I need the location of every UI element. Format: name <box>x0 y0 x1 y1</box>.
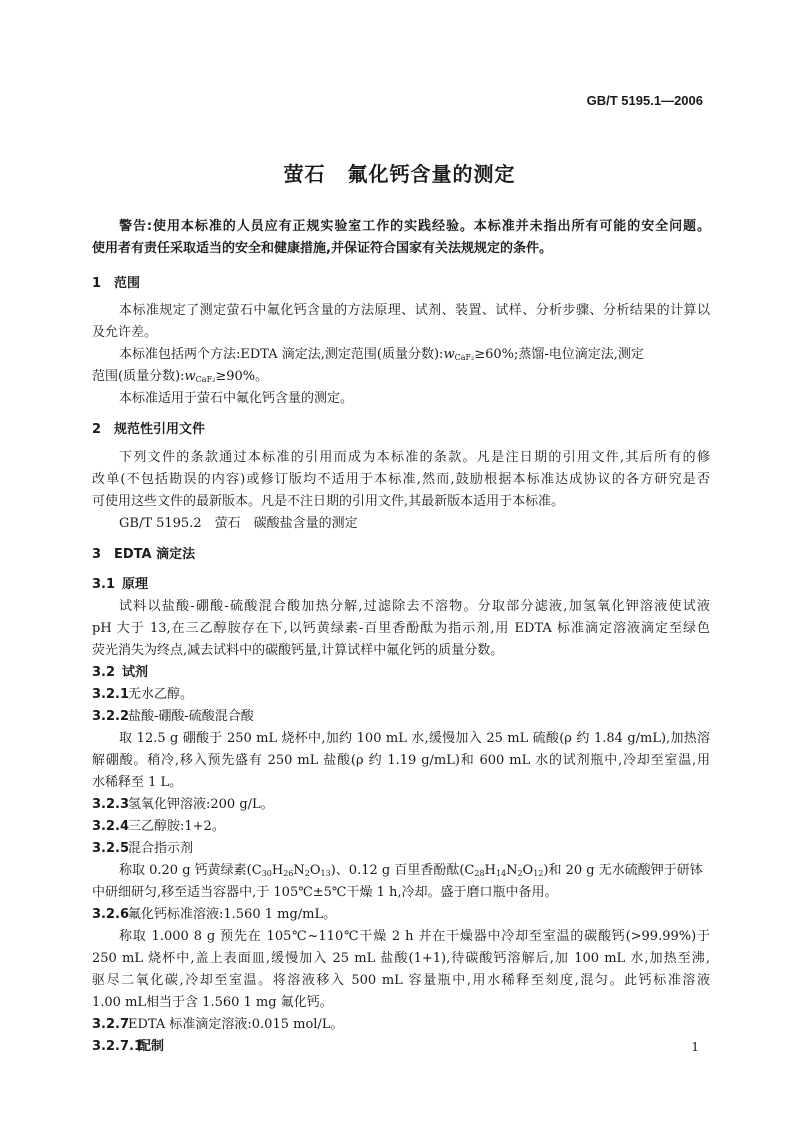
formula-element: N <box>506 863 518 878</box>
subsection-number: 3.2 <box>92 665 116 680</box>
document-title <box>0 158 799 187</box>
item-3-2-6 <box>92 904 710 926</box>
item-number: 3.2.7.1 <box>92 1039 143 1054</box>
title-part-1: 萤石 <box>283 162 326 186</box>
scope-p2-text-a: 本标准包括两个方法:EDTA 滴定法,测定范围(质量分数): <box>119 347 444 362</box>
formula-subscript: 26 <box>283 869 294 878</box>
formula-subscript: 14 <box>495 869 507 878</box>
formula-element: O <box>309 863 321 878</box>
item-text: EDTA 标准滴定溶液:0.015 mol/L。 <box>128 1017 344 1032</box>
normref-line-3: 可使用这些文件的最新版本。凡是不注日期的引用文件,其最新版本适用于本标准。 <box>92 494 565 509</box>
principle-line-1: 试料以盐酸-硼酸-硫酸混合酸加热分解,过滤除去不溶物。分取部分滤液,加氢氧化钾溶液使试液 <box>119 599 710 614</box>
principle-line-2: pH 大于 13,在三乙醇胺存在下,以钙黄绿素-百里香酚酞为指示剂,用 EDTA 标准滴定溶液滴定至绿色 <box>92 621 710 636</box>
scope-p3: 本标准适用于萤石中氟化钙含量的测定。 <box>119 391 354 406</box>
mixed-acid-line-1: 取 12.5 g 硼酸于 250 mL 烧杯中,加约 100 mL 水,缓慢加入 25 mL 硫酸(ρ 约 1.84 g/mL),加热溶 <box>119 731 710 746</box>
scope-p2-text-d: ≥90%。 <box>215 369 269 384</box>
section-title: 范围 <box>114 276 141 291</box>
normref-line-2: 改单(不包括勘误的内容)或修订版均不适用于本标准,然而,鼓励根据本标准达成协议的各方研究是否 <box>92 472 710 487</box>
item-3-2-1 <box>92 684 710 706</box>
scope-p2-text-c: 范围(质量分数): <box>92 369 185 384</box>
item-number: 3.2.5 <box>92 841 130 856</box>
mass-fraction-symbol: w <box>443 347 455 362</box>
indicator-text-b: )、0.12 g 百里香酚酞(C <box>330 863 475 878</box>
formula-element: H <box>271 863 284 878</box>
subsection-number: 3.1 <box>92 577 116 592</box>
page-number: 1 <box>691 1040 699 1054</box>
indicator-text-c: )和 20 g 无水硫酸钾于研钵 <box>543 863 703 878</box>
subsection-title: 原理 <box>122 577 149 592</box>
section-2-heading <box>92 419 710 441</box>
mixed-acid-line-3: 水稀释至 1 L。 <box>92 775 183 790</box>
ca-standard-line-3: 驱尽二氧化碳,冷却至室温。将溶液移入 500 mL 容量瓶中,用水稀释至刻度,混匀。此钙标准溶液 <box>92 973 710 988</box>
formula-element: H <box>484 863 496 878</box>
item-text: 配制 <box>138 1039 165 1054</box>
scope-p2-line-1 <box>119 344 710 366</box>
item-text: 三乙醇胺:1+2。 <box>128 819 225 834</box>
item-3-2-5 <box>92 838 710 860</box>
item-3-2-4 <box>92 816 710 838</box>
scope-p2-text-b: ≥60%;蒸馏-电位滴定法,测定 <box>474 347 644 362</box>
formula-subscript: 30 <box>261 869 272 878</box>
normref-reference: GB/T 5195.2 萤石 碳酸盐含量的测定 <box>119 516 358 531</box>
warning-line-2: 使用者有责任采取适当的安全和健康措施,并保证符合国家有关法规规定的条件。 <box>92 241 552 256</box>
ca-standard-line-1: 称取 1.000 8 g 预先在 105℃~110℃干燥 2 h 并在干燥器中冷却至室温的碳酸钙(>99.99%)于 <box>119 929 710 944</box>
mass-fraction-symbol: w <box>184 369 196 384</box>
item-text: 氢氧化钾溶液:200 g/L。 <box>128 797 274 812</box>
subsection-3-1-heading <box>92 574 710 596</box>
warning-line-1: 警告:使用本标准的人员应有正规实验室工作的实践经验。本标准并未指出所有可能的安全问题。 <box>119 219 710 234</box>
item-number: 3.2.3 <box>92 797 130 812</box>
mass-fraction-subscript: CaF₂ <box>454 353 475 362</box>
indicator-line-1 <box>119 860 710 882</box>
formula-element: O <box>522 863 534 878</box>
item-text: 氟化钙标准溶液:1.560 1 mg/mL。 <box>128 907 337 922</box>
subsection-title: 试剂 <box>122 665 149 680</box>
scope-p1-line-1: 本标准规定了测定萤石中氟化钙含量的方法原理、试剂、装置、试样、分析步骤、分析结果的计算以 <box>119 303 710 318</box>
mass-fraction-subscript: CaF₂ <box>195 375 216 384</box>
item-number: 3.2.6 <box>92 907 130 922</box>
formula-element: N <box>293 863 305 878</box>
item-3-2-7-1 <box>92 1036 710 1058</box>
formula-subscript: 2 <box>517 869 523 878</box>
indicator-line-2: 中研细研匀,移至适当容器中,于 105℃±5℃干燥 1 h,冷却。盛于磨口瓶中备用。 <box>92 885 558 900</box>
section-number: 1 <box>92 276 102 291</box>
item-3-2-7 <box>92 1014 710 1036</box>
formula-subscript: 13 <box>320 869 331 878</box>
title-part-2: 氟化钙含量的测定 <box>347 162 516 186</box>
item-text: 盐酸-硼酸-硫酸混合酸 <box>128 709 254 724</box>
section-1-heading <box>92 273 710 295</box>
item-text: 混合指示剂 <box>128 841 194 856</box>
item-3-2-3 <box>92 794 710 816</box>
ca-standard-line-2: 250 mL 烧杯中,盖上表面皿,缓慢加入 25 mL 盐酸(1+1),待碳酸钙溶解后,加 100 mL 水,加热至沸, <box>92 951 710 966</box>
standard-number: GB/T 5195.1—2006 <box>586 93 703 108</box>
subsection-3-2-heading <box>92 662 710 684</box>
ca-standard-line-4: 1.00 mL相当于含 1.560 1 mg 氟化钙。 <box>92 995 333 1010</box>
formula-subscript: 28 <box>474 869 485 878</box>
section-number: 2 <box>92 422 102 437</box>
scope-p1-line-2: 及允许差。 <box>92 325 158 340</box>
item-number: 3.2.4 <box>92 819 130 834</box>
formula-subscript: 2 <box>304 869 310 878</box>
indicator-text-a: 称取 0.20 g 钙黄绿素(C <box>119 863 262 878</box>
item-number: 3.2.1 <box>92 687 130 702</box>
item-3-2-2 <box>92 706 710 728</box>
scope-p2-line-2 <box>92 366 710 388</box>
principle-line-3: 荧光消失为终点,减去试料中的碳酸钙量,计算试样中氟化钙的质量分数。 <box>92 643 504 658</box>
formula-subscript: 12 <box>533 869 544 878</box>
section-3-heading <box>92 544 710 566</box>
section-title: 规范性引用文件 <box>114 422 206 437</box>
section-title: EDTA 滴定法 <box>114 547 196 562</box>
item-number: 3.2.7 <box>92 1017 130 1032</box>
mixed-acid-line-2: 解硼酸。稍冷,移入预先盛有 250 mL 盐酸(ρ 约 1.19 g/mL)和 600 mL 水的试剂瓶中,冷却至室温,用 <box>92 753 710 768</box>
item-number: 3.2.2 <box>92 709 130 724</box>
section-number: 3 <box>92 547 102 562</box>
item-text: 无水乙醇。 <box>128 687 194 702</box>
normref-line-1: 下列文件的条款通过本标准的引用而成为本标准的条款。凡是注日期的引用文件,其后所有的修 <box>119 450 710 465</box>
